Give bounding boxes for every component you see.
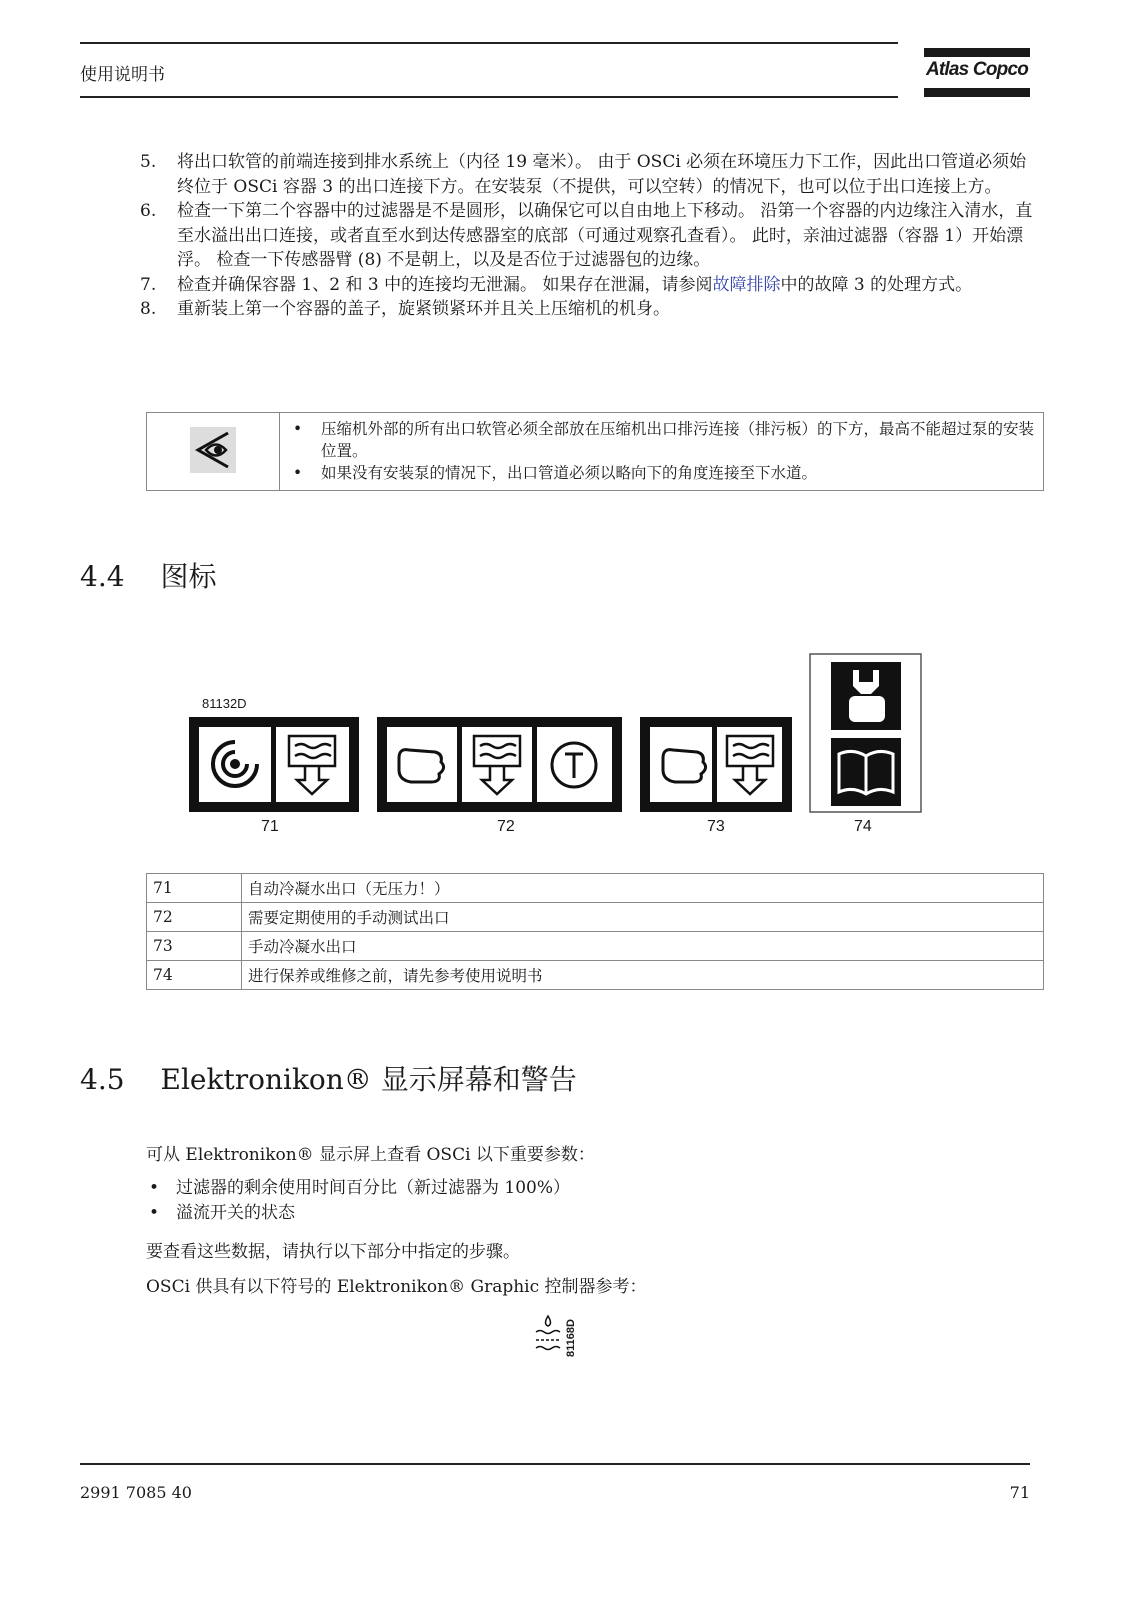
step-item: [140, 199, 1040, 273]
atlas-copco-logo: [924, 48, 1030, 98]
figure-label-74: 74: [854, 818, 872, 835]
section-heading-4-5: [80, 1058, 577, 1098]
step-text-after: 中的故障 3 的处理方式。: [780, 274, 973, 295]
header-title: 使用说明书: [80, 65, 165, 85]
step-item: [140, 297, 1040, 322]
intro-paragraph: 可从 Elektronikon® 显示屏上查看 OSCi 以下重要参数：: [146, 1145, 595, 1165]
legend-num: 74: [147, 961, 242, 990]
legend-num: 72: [147, 903, 242, 932]
legend-desc: 需要定期使用的手动测试出口: [242, 903, 1044, 932]
logo-text: Atlas Copco: [925, 59, 1029, 80]
table-row: [147, 874, 1044, 903]
small-figure-code-wrap: [562, 1316, 586, 1362]
list-item: • 溢流开关的状态: [146, 1201, 570, 1226]
header-bottom-rule: [80, 96, 898, 98]
controller-paragraph: OSCi 供具有以下符号的 Elektronikon® Graphic 控制器参考：: [146, 1277, 647, 1297]
troubleshooting-link[interactable]: 故障排除: [712, 274, 781, 295]
small-figure-code: 81168D: [564, 1319, 577, 1357]
header-top-rule: [80, 42, 898, 44]
table-row: [147, 932, 1044, 961]
note-box: [146, 412, 1044, 491]
step-text: 重新装上第一个容器的盖子，旋紧锁紧环并且关上压缩机的机身。: [177, 299, 670, 319]
legend-desc: 手动冷凝水出口: [242, 932, 1044, 961]
section-heading-4-4: [80, 555, 217, 595]
auto-drain-icon-group: [189, 717, 359, 812]
table-row: [147, 903, 1044, 932]
installation-steps: [140, 150, 1040, 322]
figure-label-72: 72: [497, 818, 515, 835]
parameter-list: [146, 1176, 570, 1226]
legend-num: 73: [147, 932, 242, 961]
step-number: 7.: [140, 274, 157, 295]
step-item: [140, 150, 1040, 199]
section-title: 图标: [160, 560, 217, 593]
figure-code: 81132D: [202, 696, 247, 711]
step-number: 6.: [140, 201, 157, 221]
step-text: 检查并确保容器 1、2 和 3 中的连接均无泄漏。 如果存在泄漏，请参阅: [177, 274, 713, 295]
steps-paragraph: 要查看这些数据，请执行以下部分中指定的步骤。: [146, 1242, 520, 1262]
legend-num: 71: [147, 874, 242, 903]
step-number: 5.: [140, 152, 157, 172]
section-title: Elektronikon® 显示屏幕和警告: [160, 1063, 577, 1096]
legend-desc: 自动冷凝水出口（无压力！）: [242, 874, 1044, 903]
eye-note-icon: [188, 425, 238, 475]
manual-test-icon-group: [377, 717, 622, 812]
step-item: [140, 273, 1040, 298]
table-row: [147, 961, 1044, 990]
step-text: 检查一下第二个容器中的过滤器是不是圆形，以确保它可以自由地上下移动。 沿第一个容器的内边缘注入清水，直至水溢出出口连接，或者直至水到达传感器室的底部（可通过观察孔查看）。 此时，亲油过滤器（容器 1）开始漂浮。 检查一下传感器臂 (8) 不是朝上，以及是否位于过滤器包的边缘。: [177, 201, 1033, 270]
figure-label-71: 71: [261, 818, 279, 835]
note-item: • 压缩机外部的所有出口软管必须全部放在压缩机出口排污连接（排污板）的下方，最高不能超过泵的安装位置。: [281, 418, 1042, 462]
list-item: • 过滤器的剩余使用时间百分比（新过滤器为 100%）: [146, 1176, 570, 1201]
icon-legend-table: [146, 873, 1044, 990]
step-number: 8.: [140, 299, 157, 319]
footer-doc-number: 2991 7085 40: [80, 1483, 192, 1502]
note-item: • 如果没有安装泵的情况下，出口管道必须以略向下的角度连接至下水道。: [281, 462, 1042, 484]
section-number: 4.5: [80, 1063, 125, 1096]
note-icon-cell: [147, 413, 280, 491]
legend-desc: 进行保养或维修之前，请先参考使用说明书: [242, 961, 1044, 990]
step-text: 将出口软管的前端连接到排水系统上（内径 19 毫米）。 由于 OSCi 必须在环境压力下工作，因此出口管道必须始终位于 OSCi 容器 3 的出口连接下方。在安装泵（不提供，可以空转）的情况下，也可以位于出口连接上方。: [177, 152, 1027, 197]
page-number: 71: [1009, 1483, 1030, 1502]
section-number: 4.4: [80, 560, 125, 593]
icons-figure: [185, 650, 930, 820]
footer-rule: [80, 1463, 1030, 1465]
consult-manual-icon-group: [810, 654, 921, 812]
figure-label-73: 73: [707, 818, 725, 835]
